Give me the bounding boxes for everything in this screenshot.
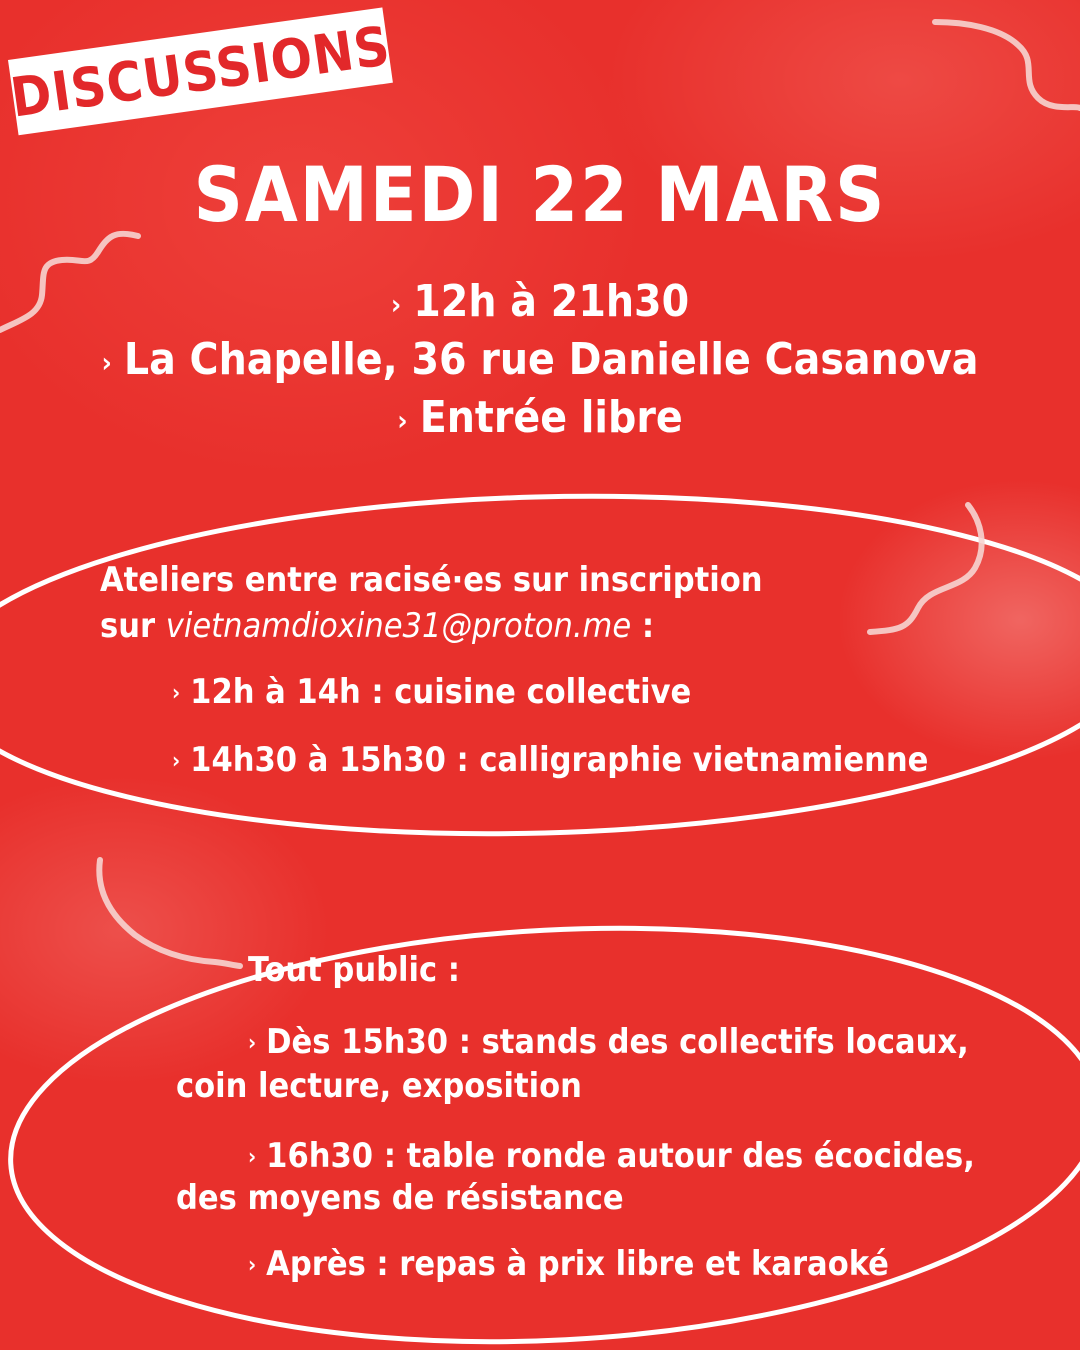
bullet-icon: › <box>248 1031 257 1056</box>
public-item-table-ronde-line2: des moyens de résistance <box>176 1178 624 1218</box>
public-item-table-ronde-text: 16h30 : table ronde autour des écocides, <box>266 1136 975 1176</box>
public-item-stands-line2: coin lecture, exposition <box>176 1066 582 1106</box>
public-item-stands-text: Dès 15h30 : stands des collectifs locaux, <box>266 1022 969 1062</box>
public-heading: Tout public : <box>248 950 460 990</box>
bullet-icon: › <box>390 287 402 321</box>
info-place-text: La Chapelle, 36 rue Danielle Casanova <box>123 334 979 385</box>
public-item-repas-text: Après : repas à prix libre et karaoké <box>266 1244 889 1284</box>
ateliers-intro-prefix: sur <box>100 606 156 646</box>
bullet-icon: › <box>248 1145 257 1170</box>
ateliers-item-cuisine <box>172 672 691 712</box>
ateliers-ellipse <box>0 481 1080 848</box>
registration-email-link[interactable]: vietnamdioxine31@proton.me <box>165 606 632 646</box>
public-item-stands-line1 <box>248 1022 969 1062</box>
bullet-icon: › <box>248 1253 257 1278</box>
ateliers-item-calligraphie-text: 14h30 à 15h30 : calligraphie vietnamienne <box>190 740 929 780</box>
info-hours-text: 12h à 21h30 <box>413 276 690 327</box>
bullet-icon: › <box>172 749 181 774</box>
ateliers-item-calligraphie <box>172 740 928 780</box>
squiggle-top-right <box>935 22 1080 108</box>
bullet-icon: › <box>101 345 112 379</box>
ateliers-intro-suffix: : <box>641 606 655 646</box>
squiggle-right-mid <box>870 505 982 632</box>
bullet-icon: › <box>172 681 181 706</box>
ateliers-intro-line2 <box>100 606 654 646</box>
squiggle-left-lower <box>99 860 240 966</box>
info-hours <box>0 276 1080 327</box>
ateliers-intro-line1: Ateliers entre racisé·es sur inscription <box>100 560 763 600</box>
info-place <box>0 334 1080 385</box>
info-entry-text: Entrée libre <box>419 392 683 443</box>
info-entry <box>0 392 1080 443</box>
public-item-repas <box>248 1244 889 1284</box>
public-item-table-ronde-line1 <box>248 1136 975 1176</box>
bullet-icon: › <box>397 403 408 437</box>
event-date: SAMEDI 22 MARS <box>193 150 887 239</box>
ateliers-item-cuisine-text: 12h à 14h : cuisine collective <box>190 672 692 712</box>
discussions-tag-label: DISCUSSIONS <box>6 13 395 130</box>
